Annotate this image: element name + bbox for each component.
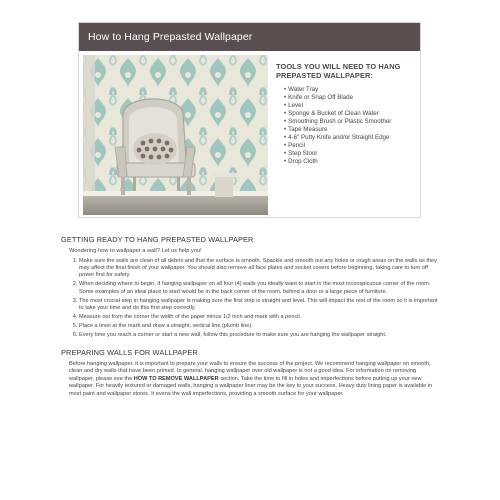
tools-heading: TOOLS YOU WILL NEED TO HANG PREPASTED WALLPAPER: — [276, 62, 401, 80]
paragraph-text: Before hanging wallpaper, it is important to prepare your walls to ensure the success of the project. We recommend hanging wallpaper on smooth, clean and dry walls that have been primed. In general, hanging wallpaper over old wallpaper is not a good idea. For information on removing wallpaper, please see the — [69, 360, 431, 382]
header-card — [78, 22, 421, 218]
list-item: • Tape Measure — [284, 126, 418, 134]
list-item: 5. Place a level at the mark and draw a straight, vertical line (plumb line). — [79, 323, 441, 330]
list-item: • Water Tray — [284, 86, 418, 94]
section-title-getting-ready: GETTING READY TO HANG PREPASTED WALLPAPER — [61, 235, 254, 244]
list-item: • Step Stool — [284, 150, 418, 158]
section-paragraph — [69, 361, 441, 399]
instructions — [61, 235, 441, 398]
list-item: • Drop Cloth — [284, 158, 418, 166]
section-preparing-walls — [61, 348, 441, 399]
list-item: • Pencil — [284, 142, 418, 150]
list-item: 6. Every time you reach a corner or start a new wall, follow this procedure to make sure you are hanging the wallpaper straight. — [79, 332, 441, 339]
section-title-preparing-walls: PREPARING WALLS FOR WALLPAPER — [61, 347, 198, 357]
steps-list — [61, 258, 441, 340]
list-item: • Smoothing Brush or Plastic Smoother — [284, 118, 418, 126]
remove-wallpaper-reference: HOW TO REMOVE WALLPAPER — [133, 375, 219, 382]
wallpaper-room-image — [83, 55, 268, 215]
section-intro: Wondering how to wallpaper a wall? Let us help you! — [69, 248, 202, 254]
room-photo — [83, 55, 268, 215]
list-item: 1. Make sure the walls are clean of all debris and that the surface is smooth. Spackle and smooth out any holes or rough areas on the walls as they may affect the final finish of your wallpaper. You should also remove all face plates and socket covers before beginning, taking care to turn off power first for safety. — [79, 258, 441, 280]
list-item: • Level — [284, 102, 418, 110]
list-item: • 4-6" Putty Knife and/or Straight Edge — [284, 134, 418, 142]
paragraph-text: section. Take the time to fill in holes and imperfections before putting up your new wallpaper. For heavily textured or damaged walls, hanging a wallpaper liner may be the key to your success. Heavy duty lining paper is available in most paint and wallpaper stores. It evens the wall imperfections, providing a smooth surface for your wallpaper. — [69, 375, 433, 397]
list-item: • Sponge & Bucket of Clean Water — [284, 110, 418, 118]
tools-list — [276, 86, 418, 167]
list-item: • Knife or Snap Off Blade — [284, 94, 418, 102]
list-item: 4. Measure out from the corner the width of the paper minus 1/2 inch and mark with a pencil. — [79, 314, 441, 321]
list-item: 2. When deciding where to begin, if hanging wallpaper on all four (4) walls you ideally want to start in the most inconspicuous corner of the room. Some examples of an ideal place to start would be in the back corner of the room, behind a door or a large piece of furniture. — [79, 281, 441, 296]
list-item: 3. The most crucial step in hanging wallpaper is making sure the first strip is straight and level. This will impact the rest of the room so it is important to take your time and do this first step correctly. — [79, 298, 441, 313]
card-title: How to Hang Prepasted Wallpaper — [79, 23, 420, 51]
tools-panel — [276, 63, 418, 167]
